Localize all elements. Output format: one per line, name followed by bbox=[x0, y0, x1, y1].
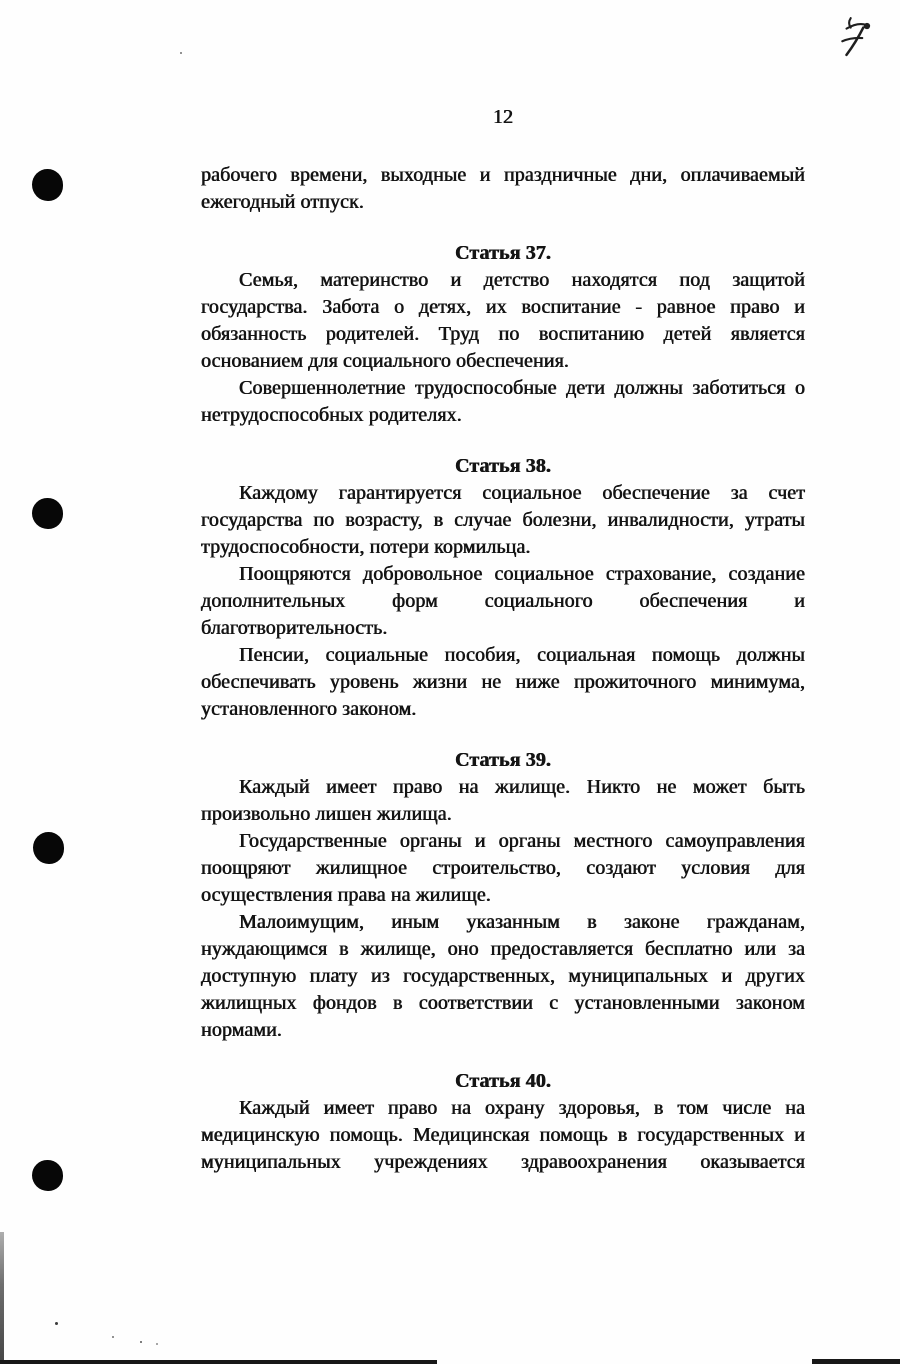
paragraph bbox=[201, 828, 805, 909]
paragraph-line: нормами. bbox=[201, 1019, 282, 1041]
scan-edge-artifact bbox=[0, 1360, 437, 1364]
scan-speckle bbox=[156, 1343, 158, 1345]
paragraph-line: дополнительных форм социального обеспечения и bbox=[201, 590, 805, 612]
paragraph-line: рабочего времени, выходные и праздничные дни, оплачиваемый bbox=[201, 164, 805, 186]
scan-edge-artifact bbox=[812, 1359, 900, 1364]
paragraph-line: осуществления права на жилище. bbox=[201, 884, 491, 906]
paragraph-line: обязанность родителей. Труд по воспитанию детей является bbox=[201, 323, 805, 345]
punch-hole-mark bbox=[33, 832, 64, 864]
paragraph-line: Каждый имеет право на охрану здоровья, в том числе на bbox=[239, 1097, 805, 1119]
article-heading: Статья 38. bbox=[455, 455, 551, 477]
punch-hole-mark bbox=[32, 169, 63, 201]
paragraph-line: Каждый имеет право на жилище. Никто не может быть bbox=[239, 776, 805, 798]
punch-hole-mark bbox=[32, 498, 63, 529]
article-heading: Статья 37. bbox=[455, 242, 551, 264]
paragraph-line: Пенсии, социальные пособия, социальная помощь должны bbox=[239, 644, 805, 666]
scan-speckle bbox=[55, 1322, 58, 1325]
paragraph-line: основанием для социального обеспечения. bbox=[201, 350, 569, 372]
scan-speckle bbox=[140, 1341, 142, 1343]
paragraph bbox=[201, 774, 805, 828]
paragraph-line: Государственные органы и органы местного самоуправления bbox=[239, 830, 805, 852]
scan-edge-artifact bbox=[0, 1232, 4, 1364]
paragraph bbox=[201, 642, 805, 723]
paragraph-line: произвольно лишен жилища. bbox=[201, 803, 452, 825]
paragraph-line: государства по возрасту, в случае болезни, инвалидности, утраты bbox=[201, 509, 805, 531]
page-number: 12 bbox=[492, 106, 514, 128]
document-body bbox=[201, 162, 805, 1176]
handwritten-page-mark bbox=[841, 15, 873, 57]
handwritten-seven-icon bbox=[841, 15, 873, 57]
paragraph bbox=[201, 162, 805, 216]
paragraph-line: Каждому гарантируется социальное обеспечение за счет bbox=[239, 482, 805, 504]
paragraph-line: жилищных фондов в соответствии с установленными законом bbox=[201, 992, 805, 1014]
document-text-block bbox=[201, 0, 805, 1176]
paragraph bbox=[201, 267, 805, 375]
paragraph-line: доступную плату из государственных, муниципальных и других bbox=[201, 965, 805, 987]
paragraph-line: благотворительность. bbox=[201, 617, 388, 639]
paragraph-line: государства. Забота о детях, их воспитание - равное право и bbox=[201, 296, 805, 318]
paragraph-line: Семья, материнство и детство находятся под защитой bbox=[239, 269, 805, 291]
scan-speckle bbox=[112, 1336, 114, 1338]
paragraph bbox=[201, 561, 805, 642]
article-heading: Статья 40. bbox=[455, 1070, 551, 1092]
paragraph bbox=[201, 909, 805, 1044]
paragraph-line: медицинскую помощь. Медицинская помощь в государственных и bbox=[201, 1124, 805, 1146]
paragraph-line: поощряют жилищное строительство, создают условия для bbox=[201, 857, 805, 879]
paragraph bbox=[201, 1095, 805, 1176]
paragraph-line: муниципальных учреждениях здравоохранения оказывается bbox=[201, 1151, 805, 1173]
paragraph-line: ежегодный отпуск. bbox=[201, 191, 364, 213]
paragraph bbox=[201, 375, 805, 429]
paragraph-line: обеспечивать уровень жизни не ниже прожиточного минимума, bbox=[201, 671, 805, 693]
paragraph-line: Малоимущим, иным указанным в законе гражданам, bbox=[239, 911, 805, 933]
paragraph-line: трудоспособности, потери кормильца. bbox=[201, 536, 531, 558]
scan-speckle bbox=[180, 52, 182, 54]
paragraph-line: нетрудоспособных родителях. bbox=[201, 404, 462, 426]
paragraph bbox=[201, 480, 805, 561]
paragraph-line: нуждающимся в жилище, оно предоставляется бесплатно или за bbox=[201, 938, 805, 960]
paragraph-line: Поощряются добровольное социальное страхование, создание bbox=[239, 563, 805, 585]
punch-hole-mark bbox=[32, 1160, 63, 1191]
article-heading: Статья 39. bbox=[455, 749, 551, 771]
paragraph-line: Совершеннолетние трудоспособные дети должны заботиться о bbox=[239, 377, 805, 399]
paragraph-line: установленного законом. bbox=[201, 698, 417, 720]
